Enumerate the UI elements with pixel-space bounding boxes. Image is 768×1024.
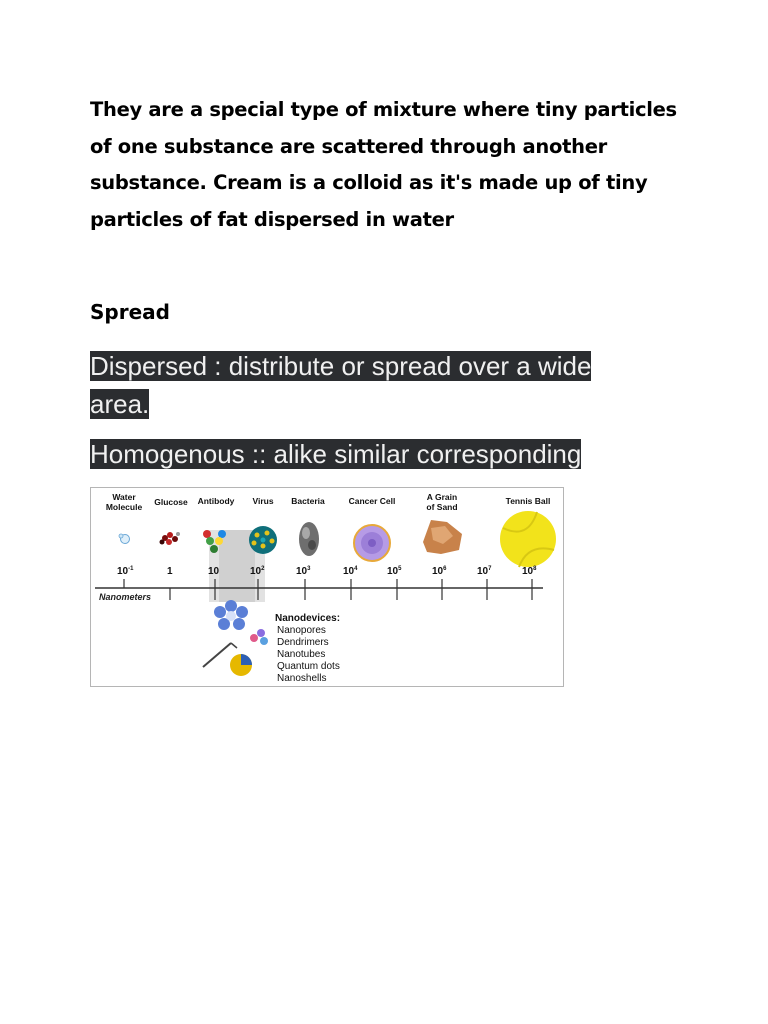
sand-grain-icon	[423, 520, 462, 554]
paragraph-line: substance. Cream is a colloid as it's made up of tiny	[90, 171, 648, 194]
tick-label	[343, 566, 358, 577]
label-bacteria: Bacteria	[291, 496, 325, 506]
tick-label	[387, 566, 402, 577]
label-glucose: Glucose	[154, 497, 188, 507]
tick-label	[432, 566, 447, 577]
svg-text:10: 10	[208, 566, 220, 577]
axis-label-nanometers: Nanometers	[99, 592, 152, 602]
tick-label	[477, 566, 492, 577]
svg-text:108: $10^8$	[522, 566, 537, 577]
tick-label	[117, 566, 134, 577]
nanoscale-figure	[90, 487, 564, 687]
tennis-ball-icon	[500, 511, 556, 567]
axis-ticks	[124, 579, 532, 600]
svg-text:10-1: $10^{-1}$	[117, 566, 134, 577]
svg-text:103: $10^3$	[296, 566, 311, 577]
tick-label	[296, 566, 311, 577]
virus-icon	[249, 526, 277, 554]
nanodevice-item: Nanotubes	[277, 649, 326, 660]
glucose-icon	[160, 532, 181, 545]
tick-label	[522, 566, 537, 577]
svg-text:102: $10^2$	[250, 566, 265, 577]
label-cancer-cell: Cancer Cell	[348, 496, 396, 506]
nanoparticle-cluster-icon	[250, 629, 268, 645]
definition-dispersed: Dispersed : distribute or spread over a wide area.	[90, 351, 592, 419]
nanodevice-item: Dendrimers	[277, 637, 329, 648]
label-antibody: Antibody	[197, 496, 235, 506]
water-molecule-icon	[119, 534, 130, 544]
definition-homogenous: Homogenous :: alike similar corresponding	[90, 439, 582, 469]
paragraph-line: of one substance are scattered through another	[90, 134, 607, 158]
nanoshell-icon	[230, 654, 252, 676]
svg-text:107: $10^7$	[477, 566, 492, 577]
section-heading: Spread	[90, 300, 170, 324]
label-sand-line1: A Grain	[426, 492, 458, 502]
bacteria-icon	[299, 522, 319, 556]
tick-label	[208, 566, 220, 577]
label-tennis-ball: Tennis Ball	[505, 496, 551, 506]
label-sand-line2: of Sand	[426, 502, 458, 512]
paragraph-line: They are a special type of mixture where tiny particles	[90, 98, 677, 121]
nanodevice-item: Nanopores	[277, 625, 326, 636]
nanoscale-diagram	[91, 488, 563, 686]
nanodevice-item: Nanoshells	[277, 673, 327, 684]
svg-text:1: 1	[167, 566, 173, 577]
label-virus: Virus	[252, 496, 274, 506]
dendrimer-icon	[214, 600, 248, 630]
tick-label	[167, 566, 173, 577]
svg-text:104: $10^4$	[343, 566, 358, 577]
nanodevices-title: Nanodevices:	[275, 613, 341, 624]
label-water-molecule-line2: Molecule	[105, 502, 143, 512]
paragraph-line: particles of fat dispersed in water	[90, 207, 454, 231]
intro-paragraph	[90, 92, 690, 238]
nanodevice-item: Quantum dots	[277, 661, 340, 672]
label-water-molecule-line1: Water	[112, 492, 136, 502]
cancer-cell-icon	[354, 525, 390, 561]
svg-text:106: $10^6$	[432, 566, 447, 577]
svg-text:105: $10^5$	[387, 566, 402, 577]
